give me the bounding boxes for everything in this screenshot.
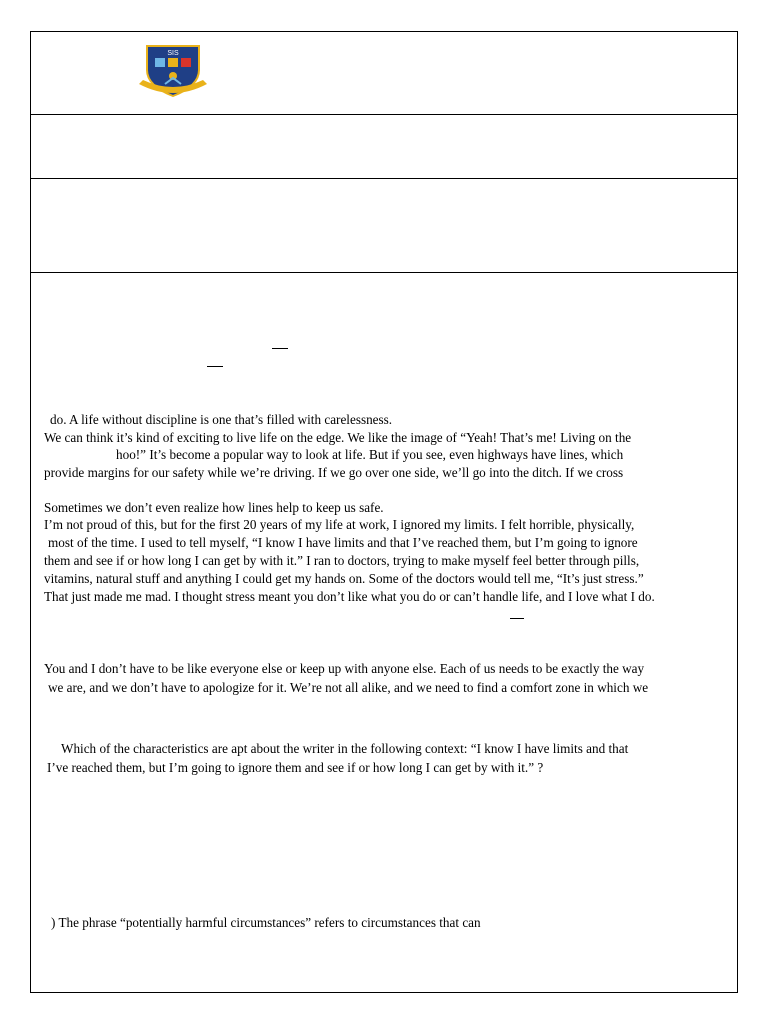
blank-dash	[207, 366, 223, 367]
question-line: Which of the characteristics are apt about the writer in the following context: “I know I have limits and that	[61, 741, 629, 756]
header-divider	[30, 114, 738, 115]
question-line: I’ve reached them, but I’m going to ignore them and see if or how long I can get by with it.” ?	[47, 760, 544, 775]
passage-line: That just made me mad. I thought stress meant you don’t like what you do or can’t handle life, and I love what I do.	[44, 589, 655, 604]
question-line: ) The phrase “potentially harmful circumstances” refers to circumstances that can	[51, 915, 481, 930]
passage-line: do. A life without discipline is one that’s filled with carelessness.	[50, 412, 393, 427]
blank-dash	[272, 348, 288, 349]
school-crest-logo	[137, 40, 209, 98]
passage-line: You and I don’t have to be like everyone else or keep up with anyone else. Each of us needs to be exactly the way	[44, 661, 645, 676]
passage-line: provide margins for our safety while we’re driving. If we go over one side, we’ll go into the ditch. If we cross	[44, 465, 624, 480]
svg-text:SIS: SIS	[167, 50, 179, 57]
passage-line: most of the time. I used to tell myself, “I know I have limits and that I’ve reached them, but I’m going to ignore	[48, 535, 638, 550]
passage-line: we are, and we don’t have to apologize for it. We’re not all alike, and we need to find a comfort zone in which we	[48, 680, 649, 695]
section-divider	[30, 272, 738, 273]
passage-line: We can think it’s kind of exciting to live life on the edge. We like the image of “Yeah! That’s me! Living on the	[44, 430, 632, 445]
passage-line: them and see if or how long I can get by with it.” I ran to doctors, trying to make myself feel better through pills,	[44, 553, 640, 568]
passage-line: Sometimes we don’t even realize how lines help to keep us safe.	[44, 500, 384, 515]
section-divider	[30, 178, 738, 179]
passage-line: vitamins, natural stuff and anything I could get my hands on. Some of the doctors would tell me, “It’s just stress.”	[44, 571, 644, 586]
passage-line: hoo!” It’s become a popular way to look at life. But if you see, even highways have lines, which	[116, 447, 624, 462]
blank-dash	[510, 618, 524, 619]
passage-line: I’m not proud of this, but for the first 20 years of my life at work, I ignored my limits. I felt horrible, physically,	[44, 517, 635, 532]
